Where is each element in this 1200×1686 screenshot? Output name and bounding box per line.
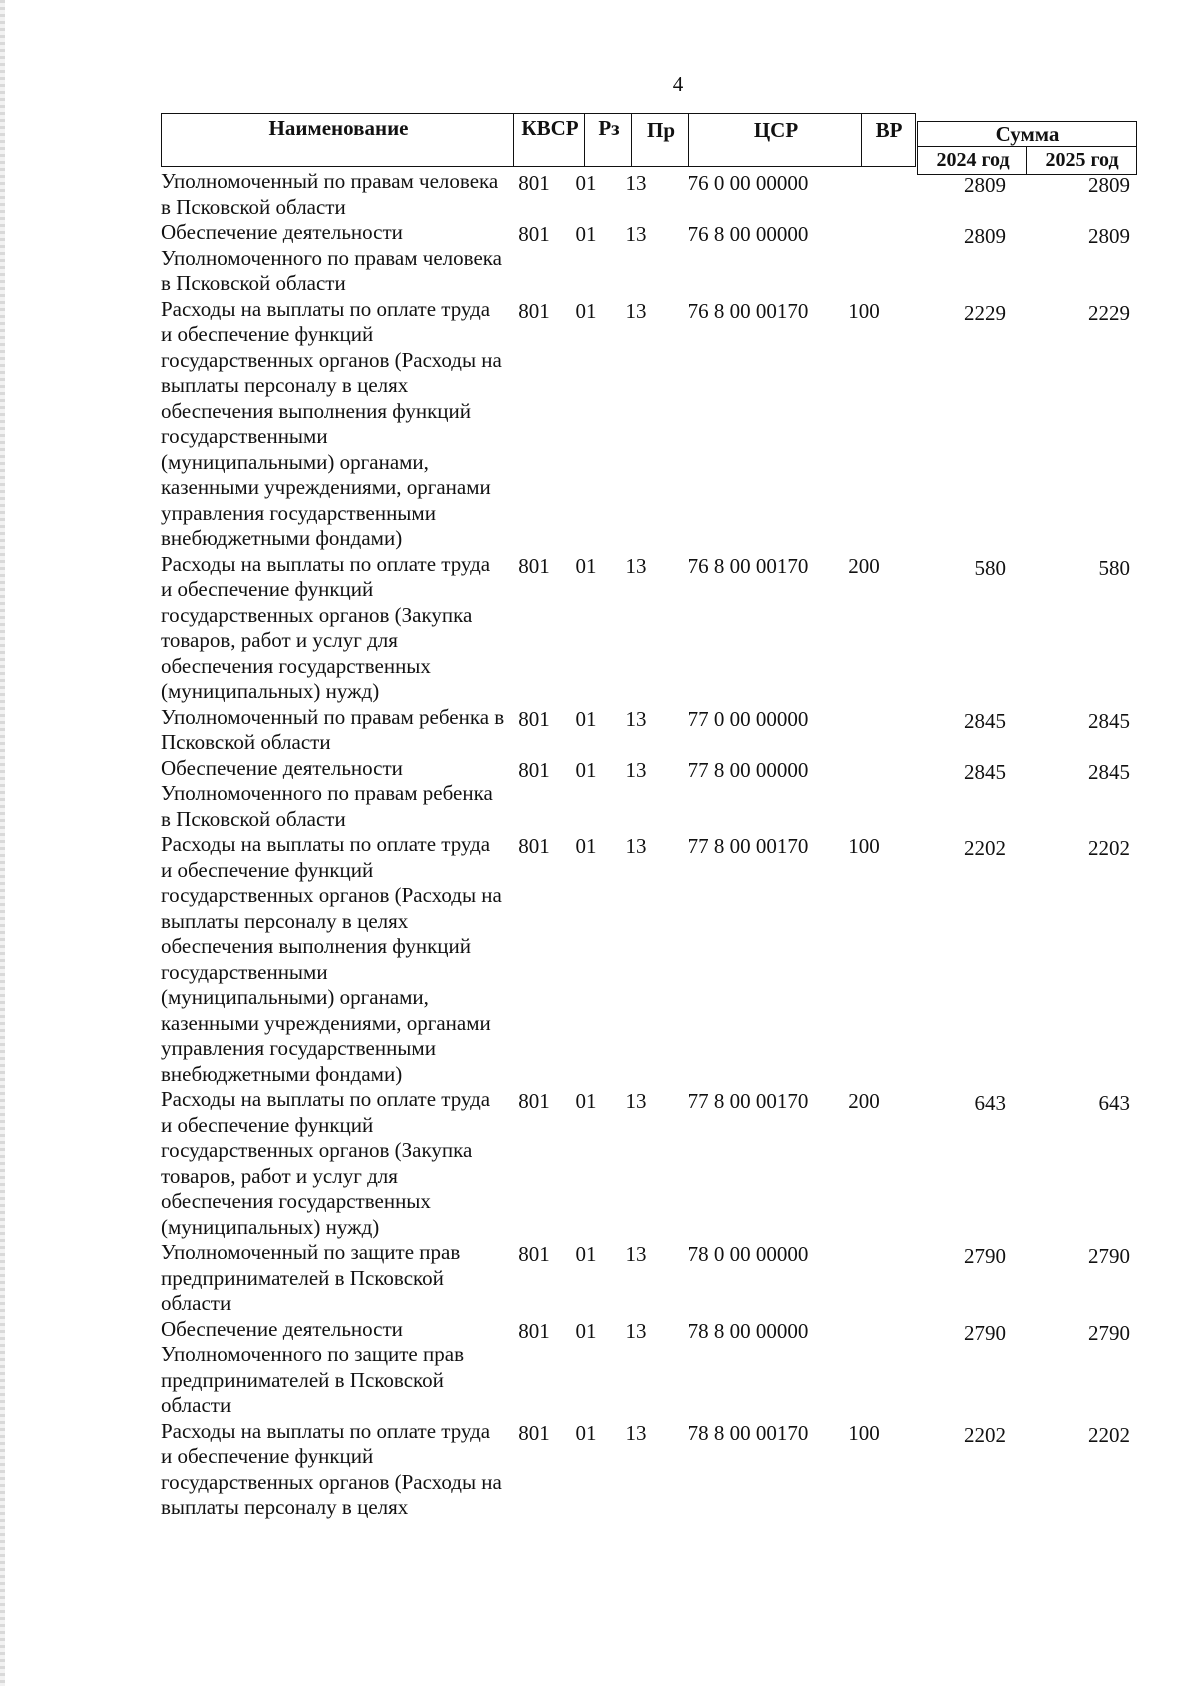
row-sum-2025-value: 2809	[1088, 173, 1130, 197]
row-sum-2024	[894, 832, 1016, 1087]
row-sum-2025	[1016, 220, 1142, 297]
row-sum-2025	[1016, 705, 1142, 756]
row-sum-2024-value: 2790	[964, 1320, 1006, 1345]
table-row	[161, 1087, 1142, 1240]
table-row	[161, 297, 1142, 552]
row-rz-value: 01	[575, 222, 597, 246]
row-name: Расходы на выплаты по оплате труда и обеспечение функций государственных органов (Расходы на выплаты персоналу в целях обеспечения выполнения функций государственными (муниципальными) органами, казенными учреждениями, органами управления государственными внебюджетными фондами)	[161, 296, 502, 550]
row-pr-value: 13	[625, 1089, 647, 1113]
header-csr-label: ЦСР	[753, 118, 799, 142]
row-sum-2024-value: 2229	[964, 300, 1006, 325]
row-sum-2024-value: 580	[974, 555, 1006, 580]
row-rz	[562, 297, 610, 552]
row-rz	[562, 1087, 610, 1240]
row-kvsr	[506, 705, 562, 756]
row-sum-2024	[894, 297, 1016, 552]
row-sum-2024	[894, 1240, 1016, 1317]
row-vr-value: 200	[848, 1089, 880, 1113]
row-pr-value: 13	[625, 1242, 647, 1266]
row-pr-value: 13	[625, 706, 647, 731]
row-rz	[562, 705, 610, 756]
header-vr-label: ВР	[875, 118, 903, 142]
row-sum-2024	[894, 1317, 1016, 1419]
row-pr	[610, 1087, 662, 1240]
row-csr	[662, 756, 834, 833]
row-rz-value: 01	[575, 1420, 597, 1445]
row-vr-value: 100	[848, 1420, 880, 1445]
row-kvsr	[506, 297, 562, 552]
row-pr	[610, 832, 662, 1087]
row-pr	[610, 220, 662, 297]
row-vr	[834, 1419, 894, 1521]
row-name: Уполномоченный по защите прав предпринимателей в Псковской области	[161, 1240, 461, 1315]
row-vr	[834, 832, 894, 1087]
row-sum-2024	[894, 756, 1016, 833]
row-rz	[562, 832, 610, 1087]
row-sum-2024-value: 2845	[964, 708, 1006, 733]
row-csr-value: 77 8 00 00000	[687, 757, 809, 782]
row-sum-2025-value: 580	[1098, 555, 1130, 580]
row-kvsr-value: 801	[518, 757, 550, 782]
row-vr-value: 100	[848, 298, 880, 323]
row-rz-value: 01	[575, 1089, 597, 1113]
row-rz-value: 01	[575, 757, 597, 782]
row-vr	[834, 1317, 894, 1419]
row-pr	[610, 1419, 662, 1521]
row-rz-value: 01	[575, 1318, 597, 1343]
table-row	[161, 1240, 1142, 1317]
row-name: Обеспечение деятельности Уполномоченного по правам ребенка в Псковской области	[161, 755, 493, 831]
row-sum-2025-value: 2202	[1088, 836, 1130, 860]
row-csr-value: 76 0 00 00000	[687, 171, 809, 195]
row-sum-2025-value: 2229	[1088, 300, 1130, 325]
table-row	[161, 169, 1142, 220]
table-row	[161, 832, 1142, 1087]
row-csr	[662, 832, 834, 1087]
row-pr	[610, 705, 662, 756]
row-csr-value: 78 8 00 00000	[687, 1318, 809, 1343]
row-name: Уполномоченный по правам человека в Псковской области	[161, 169, 499, 219]
table-row	[161, 705, 1142, 756]
header-pr-label: Пр	[646, 118, 675, 142]
header-name-label: Наименование	[268, 116, 409, 140]
row-sum-2025	[1016, 552, 1142, 705]
row-sum-2025-value: 2809	[1088, 224, 1130, 248]
row-pr-value: 13	[625, 757, 647, 782]
row-rz-value: 01	[575, 553, 597, 578]
row-csr	[662, 220, 834, 297]
row-sum-2025	[1016, 169, 1142, 220]
row-sum-2025-value: 2845	[1088, 759, 1130, 784]
row-sum-2025-value: 2790	[1088, 1320, 1130, 1345]
row-sum-2025	[1016, 832, 1142, 1087]
row-rz	[562, 552, 610, 705]
row-sum-2024-value: 2809	[964, 224, 1006, 248]
row-name: Расходы на выплаты по оплате труда и обеспечение функций государственных органов (Закупка товаров, работ и услуг для обеспечения государственных (муниципальных) нужд)	[161, 1087, 491, 1239]
row-csr-value: 77 8 00 00170	[687, 834, 809, 858]
row-vr	[834, 297, 894, 552]
row-vr-value: 200	[848, 553, 880, 578]
row-pr	[610, 552, 662, 705]
row-pr-value: 13	[625, 553, 647, 578]
table-row	[161, 1419, 1142, 1521]
row-rz	[562, 169, 610, 220]
row-sum-2025	[1016, 1419, 1142, 1521]
row-csr	[662, 1240, 834, 1317]
row-sum-2024	[894, 1087, 1016, 1240]
header-kvsr-label: КВСР	[521, 116, 579, 140]
row-csr-value: 76 8 00 00000	[687, 222, 809, 246]
row-sum-2025-value: 2202	[1088, 1422, 1130, 1447]
row-kvsr	[506, 832, 562, 1087]
row-rz-value: 01	[575, 706, 597, 731]
row-sum-2024-value: 2202	[964, 836, 1006, 860]
row-vr	[834, 1240, 894, 1317]
row-kvsr	[506, 552, 562, 705]
row-vr	[834, 705, 894, 756]
row-kvsr-value: 801	[518, 706, 550, 731]
row-rz-value: 01	[575, 171, 597, 195]
row-sum-2024-value: 2845	[964, 759, 1006, 784]
row-sum-2024	[894, 220, 1016, 297]
row-pr	[610, 1240, 662, 1317]
row-kvsr-value: 801	[518, 1318, 550, 1343]
row-vr-value: 100	[848, 834, 880, 858]
row-rz	[562, 1419, 610, 1521]
row-csr	[662, 169, 834, 220]
row-sum-2024	[894, 705, 1016, 756]
row-csr	[662, 705, 834, 756]
row-vr	[834, 552, 894, 705]
row-kvsr	[506, 220, 562, 297]
row-kvsr-value: 801	[518, 1089, 550, 1113]
row-sum-2024-value: 643	[974, 1091, 1006, 1115]
row-pr-value: 13	[625, 1318, 647, 1343]
row-vr	[834, 1087, 894, 1240]
row-rz	[562, 220, 610, 297]
row-pr	[610, 169, 662, 220]
row-vr	[834, 220, 894, 297]
row-pr-value: 13	[625, 834, 647, 858]
row-kvsr-value: 801	[518, 834, 550, 858]
table-row	[161, 552, 1142, 705]
header-rz-label: Рз	[598, 116, 620, 140]
row-pr	[610, 756, 662, 833]
row-vr	[834, 756, 894, 833]
budget-table	[161, 169, 1142, 1521]
row-name: Расходы на выплаты по оплате труда и обеспечение функций государственных органов (Закупка товаров, работ и услуг для обеспечения государственных (муниципальных) нужд)	[161, 551, 491, 703]
header-2024-label: 2024 год	[936, 149, 1010, 171]
row-sum-2024-value: 2790	[964, 1244, 1006, 1268]
row-sum-2024	[894, 552, 1016, 705]
row-name: Расходы на выплаты по оплате труда и обеспечение функций государственных органов (Расходы на выплаты персоналу в целях обеспечения выполнения функций государственными (муниципальными) органами, казенными учреждениями, органами управления государственными внебюджетными фондами)	[161, 832, 502, 1086]
row-sum-2025-value: 2790	[1088, 1244, 1130, 1268]
row-kvsr-value: 801	[518, 1420, 550, 1445]
row-sum-2024-value: 2202	[964, 1422, 1006, 1447]
row-kvsr	[506, 1419, 562, 1521]
table-row	[161, 756, 1142, 833]
row-rz	[562, 1240, 610, 1317]
row-name: Обеспечение деятельности Уполномоченного по правам человека в Псковской области	[161, 220, 502, 295]
row-csr	[662, 297, 834, 552]
row-csr-value: 76 8 00 00170	[687, 298, 809, 323]
row-name: Обеспечение деятельности Уполномоченного по защите прав предпринимателей в Псковской области	[161, 1316, 464, 1417]
table-row	[161, 1317, 1142, 1419]
row-sum-2025-value: 643	[1098, 1091, 1130, 1115]
row-kvsr	[506, 1240, 562, 1317]
row-sum-2025	[1016, 1240, 1142, 1317]
row-csr	[662, 1087, 834, 1240]
row-pr-value: 13	[625, 171, 647, 195]
table-row	[161, 220, 1142, 297]
row-kvsr-value: 801	[518, 298, 550, 323]
row-kvsr-value: 801	[518, 1242, 550, 1266]
row-vr	[834, 169, 894, 220]
row-kvsr-value: 801	[518, 222, 550, 246]
row-csr-value: 78 0 00 00000	[687, 1242, 809, 1266]
row-rz	[562, 1317, 610, 1419]
row-kvsr	[506, 756, 562, 833]
row-rz	[562, 756, 610, 833]
row-sum-2025-value: 2845	[1088, 708, 1130, 733]
row-kvsr-value: 801	[518, 171, 550, 195]
row-kvsr	[506, 169, 562, 220]
row-kvsr-value: 801	[518, 553, 550, 578]
row-csr	[662, 552, 834, 705]
row-kvsr	[506, 1317, 562, 1419]
row-csr	[662, 1419, 834, 1521]
row-rz-value: 01	[575, 298, 597, 323]
row-csr-value: 76 8 00 00170	[687, 553, 809, 578]
row-sum-2025	[1016, 1087, 1142, 1240]
row-sum-2024	[894, 169, 1016, 220]
row-csr-value: 78 8 00 00170	[687, 1420, 809, 1445]
row-kvsr	[506, 1087, 562, 1240]
row-sum-2024-value: 2809	[964, 173, 1006, 197]
header-sum-label: Сумма	[995, 122, 1060, 146]
row-name: Расходы на выплаты по оплате труда и обеспечение функций государственных органов (Расходы на выплаты персоналу в целях	[161, 1418, 502, 1519]
row-pr-value: 13	[625, 1420, 647, 1445]
row-csr-value: 77 0 00 00000	[687, 706, 809, 731]
row-sum-2024	[894, 1419, 1016, 1521]
row-rz-value: 01	[575, 834, 597, 858]
row-sum-2025	[1016, 297, 1142, 552]
row-name: Уполномоченный по правам ребенка в Псковской области	[161, 704, 505, 754]
row-rz-value: 01	[575, 1242, 597, 1266]
row-sum-2025	[1016, 1317, 1142, 1419]
row-pr	[610, 297, 662, 552]
row-csr	[662, 1317, 834, 1419]
row-pr-value: 13	[625, 222, 647, 246]
scan-edge	[0, 0, 5, 1686]
header-2025-label: 2025 год	[1045, 149, 1119, 171]
row-csr-value: 77 8 00 00170	[687, 1089, 809, 1113]
row-pr-value: 13	[625, 298, 647, 323]
row-sum-2025	[1016, 756, 1142, 833]
row-pr	[610, 1317, 662, 1419]
page-number: 4	[672, 72, 684, 96]
